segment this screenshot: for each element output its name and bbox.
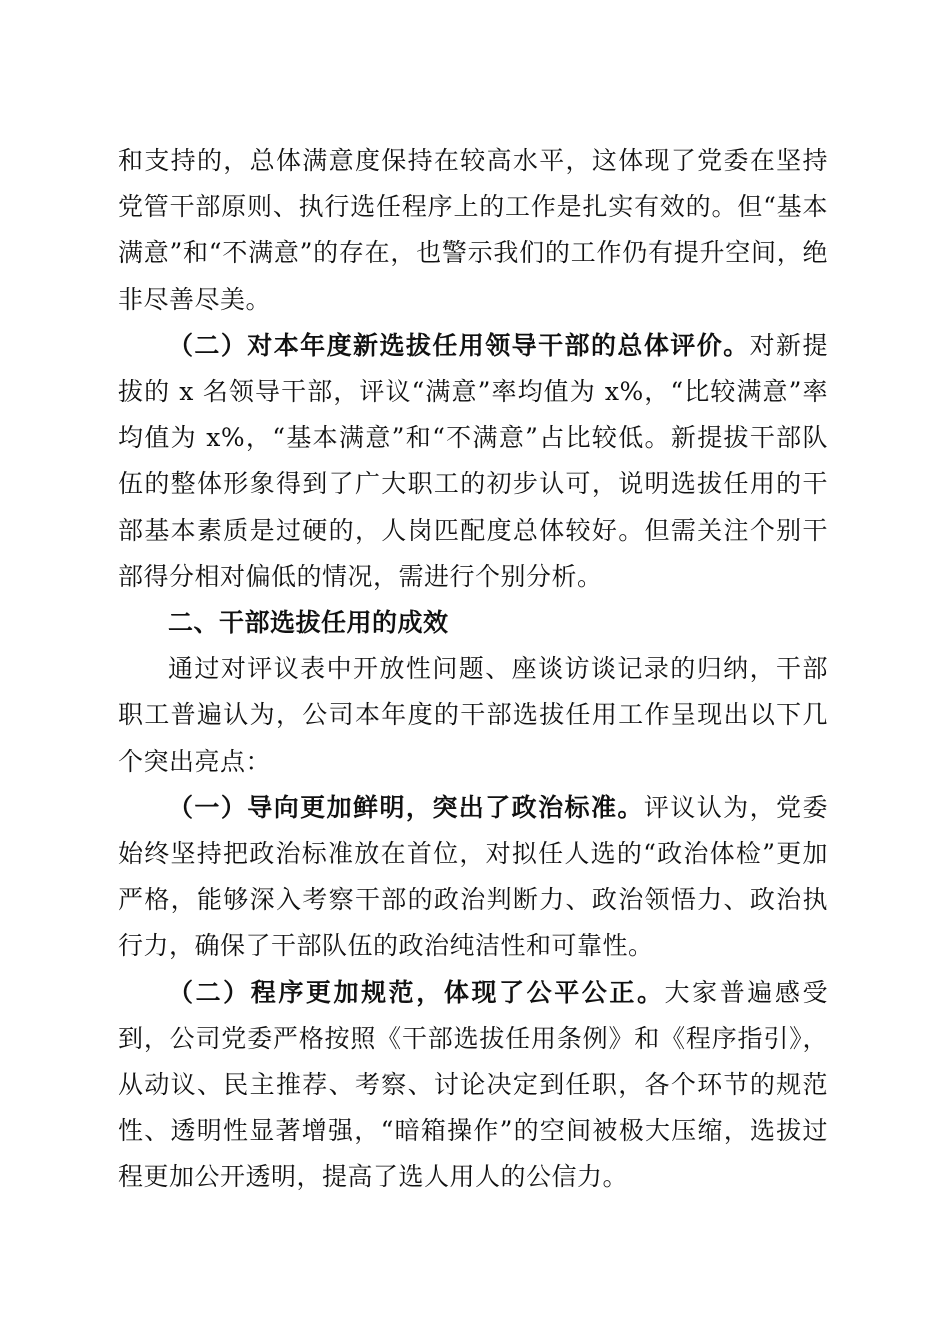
paragraph-lead: （二）对本年度新选拔任用领导干部的总体评价。 <box>168 330 750 360</box>
paragraph-satisfaction-summary: 和支持的，总体满意度保持在较高水平，这体现了党委在坚持党管干部原则、执行选任程序上的工作是扎实有效的。但“基本满意”和“不满意”的存在，也警示我们的工作仍有提升空间，绝非尽善尽美。 <box>118 146 828 314</box>
paragraph-achievements-intro: 通过对评议表中开放性问题、座谈访谈记录的归纳，干部职工普遍认为，公司本年度的干部选拔任用工作呈现出以下几个突出亮点： <box>118 654 828 776</box>
paragraph-lead: （一）导向更加鲜明，突出了政治标准。 <box>168 792 644 822</box>
paragraph-lead: （二）程序更加规范，体现了公平公正。 <box>168 977 665 1007</box>
section-heading-achievements: 二、干部选拔任用的成效 <box>168 608 449 638</box>
paragraph-procedure-standard <box>118 970 828 1201</box>
document-body <box>118 138 828 1201</box>
paragraph-text: 大家普遍感受到，公司党委严格按照《干部选拔任用条例》和《程序指引》，从动议、民主推荐、考察、讨论决定到任职，各个环节的规范性、透明性显著增强，“暗箱操作”的空间被极大压缩，选拔过程更加公开透明，提高了选人用人的公信力。 <box>118 977 828 1192</box>
paragraph-text: 评议认为，党委始终坚持把政治标准放在首位，对拟任人选的“政治体检”更加严格，能够深入考察干部的政治判断力、政治领悟力、政治执行力，确保了干部队伍的政治纯洁性和可靠性。 <box>118 792 828 961</box>
paragraph-text: 对新提拔的 x 名领导干部，评议“满意”率均值为 x%，“比较满意”率均值为 x%，“基本满意”和“不满意”占比较低。新提拔干部队伍的整体形象得到了广大职工的初步认可，说明选拔任用的干部基本素质是过硬的，人岗匹配度总体较好。但需关注个别干部得分相对偏低的情况，需进行个别分析。 <box>118 330 828 591</box>
paragraph-new-cadre-evaluation <box>118 323 828 600</box>
paragraph-political-standard <box>118 785 828 970</box>
